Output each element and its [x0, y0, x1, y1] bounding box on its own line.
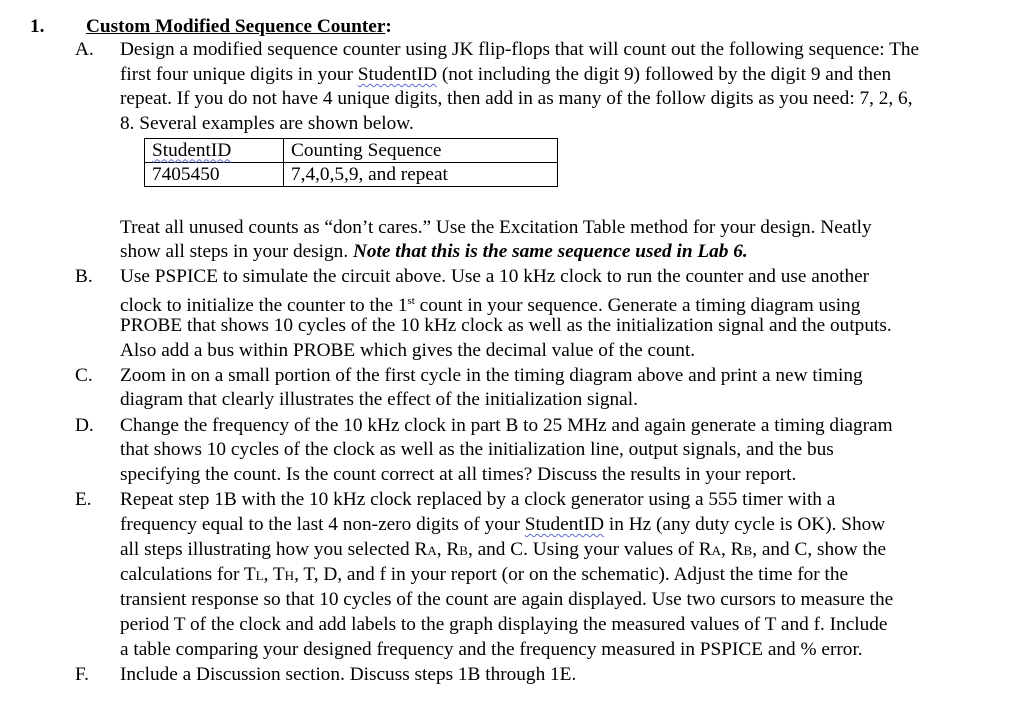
text-segment: show all steps in your design.: [120, 241, 353, 262]
text-segment: a table comparing your designed frequency and the frequency measured in PSPICE and % error.: [120, 639, 863, 660]
text-line: [120, 488, 835, 512]
text-line: [120, 112, 414, 136]
text-segment: Zoom in on a small portion of the first cycle in the timing diagram above and print a new timing: [120, 365, 863, 386]
text-segment: L: [255, 568, 264, 583]
text-segment: , and C, show the: [752, 539, 887, 560]
text-line: [120, 87, 913, 111]
text-line: [120, 216, 872, 240]
text-line: [120, 414, 893, 438]
text-line: [120, 663, 576, 687]
text-segment: first four unique digits in your: [120, 64, 358, 85]
text-segment: all steps illustrating how you selected R: [120, 539, 428, 560]
text-segment: period T of the clock and add labels to the graph displaying the measured values of T and f. Include: [120, 614, 888, 635]
table-header-cell: Counting Sequence: [284, 139, 558, 163]
header-studentid: StudentID: [152, 139, 232, 161]
text-segment: Repeat step 1B with the 10 kHz clock replaced by a clock generator using a 555 timer with a: [120, 489, 836, 510]
section-title-colon: :: [385, 16, 392, 37]
text-segment: A: [427, 543, 437, 558]
text-segment: 8. Several examples are shown below.: [120, 113, 414, 134]
text-segment: (not including the digit 9) followed by the digit 9 and then: [437, 64, 892, 85]
text-line: [120, 438, 834, 462]
item-marker: D.: [75, 415, 94, 436]
text-line: [120, 538, 886, 563]
text-line: [120, 240, 748, 264]
table-row: [145, 163, 558, 187]
text-segment: H: [284, 568, 295, 583]
text-segment: Note that this is the same sequence used in Lab 6.: [352, 241, 748, 262]
text-line: [120, 563, 848, 588]
section-title-text: Custom Modified Sequence Counter: [86, 16, 386, 37]
text-segment: , and C. Using your values of R: [467, 539, 712, 560]
text-segment: Use PSPICE to simulate the circuit above. Use a 10 kHz clock to run the counter and use another: [120, 266, 870, 287]
studentid-term: StudentID: [357, 64, 438, 85]
item-marker: F.: [75, 664, 89, 685]
text-line: [120, 63, 891, 87]
text-line: [120, 463, 796, 487]
text-line: [120, 638, 863, 662]
text-segment: A: [711, 543, 722, 558]
text-segment: , T, D, and f in your report (or on the schematic). Adjust the time for the: [294, 564, 849, 585]
item-marker: A.: [75, 39, 94, 60]
text-segment: , R: [721, 539, 744, 560]
text-segment: Design a modified sequence counter using JK flip-flops that will count out the following sequence: The: [120, 39, 920, 60]
text-line: [120, 364, 863, 388]
text-segment: that shows 10 cycles of the clock as well as the initialization line, output signals, and the bus: [120, 439, 834, 460]
text-segment: calculations for T: [120, 564, 256, 585]
text-line: [120, 513, 885, 537]
studentid-term: StudentID: [524, 514, 605, 535]
table-cell: 7,4,0,5,9, and repeat: [284, 163, 558, 187]
table-header-cell: [145, 139, 284, 163]
text-line: [120, 388, 638, 412]
item-marker: E.: [75, 489, 92, 510]
text-line: [120, 314, 892, 338]
text-segment: PROBE that shows 10 cycles of the 10 kHz clock as well as the initialization signal and the outputs.: [120, 315, 892, 336]
text-line: [120, 588, 893, 612]
text-segment: repeat. If you do not have 4 unique digits, then add in as many of the follow digits as you need: 7, 2, 6,: [120, 88, 913, 109]
table-header-row: [145, 139, 558, 163]
text-segment: , R: [436, 539, 460, 560]
text-segment: Treat all unused counts as “don’t cares.” Use the Excitation Table method for your design. Neatly: [120, 217, 872, 238]
item-marker: C.: [75, 365, 93, 386]
item-marker: B.: [75, 266, 93, 287]
section-number: 1.: [30, 16, 45, 37]
text-segment: B: [743, 543, 753, 558]
text-line: [120, 38, 919, 62]
text-segment: clock to initialize the counter to the 1: [120, 295, 408, 316]
text-segment: specifying the count. Is the count correct at all times? Discuss the results in your report.: [120, 464, 797, 485]
section-title: [86, 15, 392, 39]
text-segment: count in your sequence. Generate a timing diagram using: [414, 295, 861, 316]
text-segment: B: [459, 543, 468, 558]
example-table: [144, 138, 558, 187]
text-segment: Also add a bus within PROBE which gives the decimal value of the count.: [120, 340, 696, 361]
text-segment: frequency equal to the last 4 non-zero digits of your: [120, 514, 525, 535]
text-segment: transient response so that 10 cycles of the count are again displayed. Use two cursors to measure the: [120, 589, 894, 610]
text-segment: Include a Discussion section. Discuss steps 1B through 1E.: [120, 664, 577, 685]
text-segment: st: [407, 295, 415, 307]
text-segment: , T: [263, 564, 285, 585]
table-cell: 7405450: [145, 163, 284, 187]
text-segment: in Hz (any duty cycle is OK). Show: [604, 514, 886, 535]
text-segment: diagram that clearly illustrates the effect of the initialization signal.: [120, 389, 638, 410]
text-line: [120, 339, 695, 363]
text-line: [120, 613, 887, 637]
text-line: [120, 265, 869, 289]
text-segment: Change the frequency of the 10 kHz clock in part B to 25 MHz and again generate a timing diagram: [120, 415, 893, 436]
